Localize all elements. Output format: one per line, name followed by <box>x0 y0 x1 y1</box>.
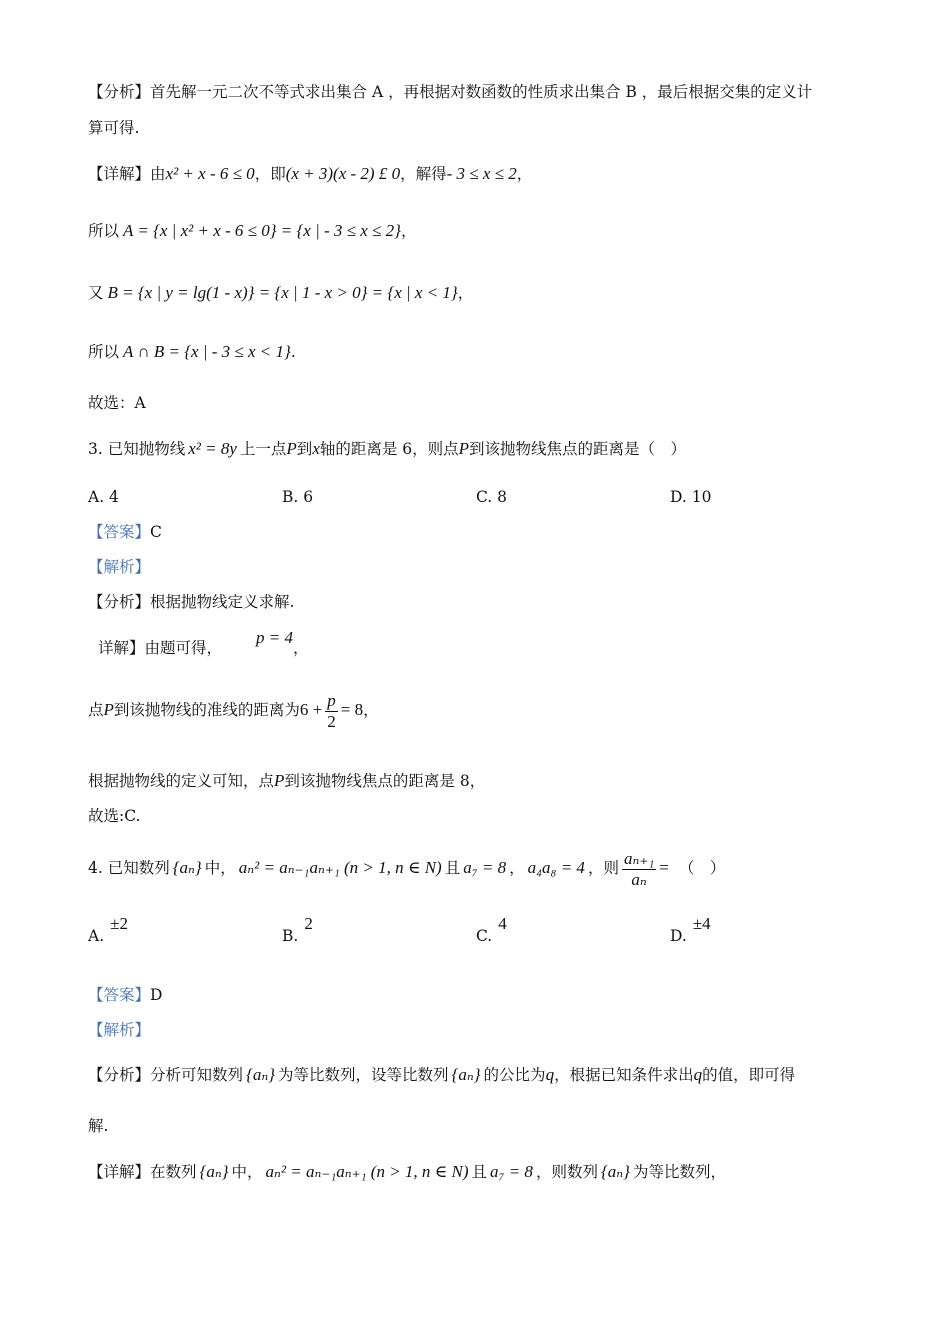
option-value: ±4 <box>692 914 711 933</box>
option-label: A. <box>88 927 105 945</box>
q4-stem <box>88 846 725 890</box>
fraction-denominator: aₙ <box>631 869 647 889</box>
point-p: P <box>286 439 297 458</box>
set-b-prefix: 又 <box>88 284 104 302</box>
point-p: P <box>458 439 470 458</box>
detail-text: 到该抛物线焦点的距离是 8， <box>284 772 486 790</box>
detail-text: 到该抛物线的准线的距离为 <box>113 701 300 719</box>
answer-heading: 【答案】 <box>88 986 151 1004</box>
intersection-formula: A ∩ B = {x | - 3 ≤ x < 1} <box>123 342 291 361</box>
fraction-denominator: 2 <box>327 711 336 731</box>
sequence-formula: {aₙ} <box>246 1065 276 1084</box>
analysis-heading: 【分析】 <box>88 593 151 611</box>
x-axis-symbol: x <box>312 439 320 458</box>
option-value: 4 <box>498 914 507 933</box>
q4-jiexi-heading: 【解析】 <box>88 1021 151 1039</box>
p2-detail-line <box>88 163 532 185</box>
q3-stem-text: 到 <box>296 440 313 458</box>
q4-stem-text: 且 <box>444 859 461 877</box>
q3-option-b: B. 6 <box>282 488 314 506</box>
detail-text: 为等比数列， <box>632 1163 726 1181</box>
sequence-formula: {aₙ} <box>451 1065 481 1084</box>
answer-value: C <box>150 523 162 541</box>
intersection-prefix: 所以 <box>88 343 120 361</box>
intersection-suffix: . <box>290 343 296 361</box>
set-b-suffix: ， <box>457 284 474 302</box>
p-value-formula: p = 4 <box>256 628 293 647</box>
recurrence-formula: aₙ² = aₙ₋₁aₙ₊₁ (n > 1, n ∈ N) <box>265 1162 469 1181</box>
q3-answer <box>88 521 162 543</box>
set-b-formula: B = {x | y = lg(1 - x)} = {x | 1 - x > 0} = {x | x < 1} <box>107 283 458 302</box>
q3-analysis <box>88 591 294 613</box>
detail-heading: 【详解】 <box>88 165 151 183</box>
q4-detail-line <box>88 1161 726 1183</box>
sequence-formula: {aₙ} <box>172 858 202 877</box>
detail-text: ， <box>293 639 309 657</box>
p-over-2-fraction <box>325 691 338 732</box>
equals-sign: = <box>659 858 669 877</box>
p2-analysis-line <box>88 81 812 103</box>
sequence-formula: {aₙ} <box>199 1162 229 1181</box>
q4-stem-text: 4. 已知数列 <box>88 859 170 877</box>
distance-formula-suffix: = 8 <box>340 700 364 719</box>
recurrence-formula: aₙ² = aₙ₋₁aₙ₊₁ (n > 1, n ∈ N) <box>238 858 442 877</box>
q4-option-b <box>282 914 313 947</box>
detail-text: 根据抛物线的定义可知，点 <box>88 772 275 790</box>
q4-stem-text: （ ） <box>678 859 726 877</box>
p2-analysis-cont: 算可得. <box>88 119 140 137</box>
p2-set-b-line <box>88 282 473 304</box>
q3-option-a: A. 4 <box>88 488 119 506</box>
ratio-symbol: q <box>693 1065 703 1084</box>
q3-stem-text: 轴的距离是 6，则点 <box>319 440 459 458</box>
point-p: P <box>103 700 114 719</box>
analysis-text: ，根据已知条件求出 <box>554 1066 694 1084</box>
analysis-text: 根据抛物线定义求解. <box>150 593 295 611</box>
p2-set-a-line <box>88 220 416 242</box>
set-a-suffix: ， <box>400 222 417 240</box>
q3-stem-text: 上一点 <box>239 440 287 458</box>
inequality-formula: x² + x - 6 ≤ 0 <box>165 164 255 183</box>
q4-stem-text: 中， <box>204 859 236 877</box>
sequence-formula: {aₙ} <box>600 1162 630 1181</box>
detail-text: 详解】由题可得， <box>98 639 223 657</box>
option-label: D. <box>670 927 687 945</box>
answer-value: D <box>150 986 163 1004</box>
ratio-symbol: q <box>545 1065 555 1084</box>
analysis-text: 的值，即可得 <box>702 1066 796 1084</box>
detail-heading: 【详解】 <box>88 1163 151 1181</box>
q3-option-d: D. 10 <box>670 488 712 506</box>
factored-formula: (x + 3)(x - 2) £ 0 <box>285 164 401 183</box>
q3-detail-line <box>98 628 309 659</box>
q3-stem <box>88 438 686 460</box>
detail-text: 且 <box>471 1163 488 1181</box>
analysis-text: 的公比为 <box>483 1066 546 1084</box>
analysis-text: 首先解一元二次不等式求出集合 A ，再根据对数函数的性质求出集合 B ，最后根据交集的定义计 <box>150 83 813 101</box>
parabola-formula: x² = 8y <box>188 439 237 458</box>
detail-text: ，解得 <box>400 165 447 183</box>
q3-choice: 故选:C. <box>88 807 141 825</box>
detail-text: ，则数列 <box>535 1163 598 1181</box>
detail-text: 点 <box>88 701 104 719</box>
q3-option-c: C. 8 <box>476 488 508 506</box>
q4-option-d <box>670 914 711 947</box>
q3-jiexi-heading: 【解析】 <box>88 558 151 576</box>
set-a-formula: A = {x | x² + x - 6 ≤ 0} = {x | - 3 ≤ x ≤ 2} <box>123 221 401 240</box>
q4-option-a <box>88 914 128 947</box>
fraction-numerator: aₙ₊₁ <box>623 848 655 868</box>
ratio-fraction <box>622 849 656 890</box>
option-value: 2 <box>304 914 313 933</box>
detail-text: ， <box>516 165 533 183</box>
q4-answer <box>88 984 162 1006</box>
option-value: ±2 <box>110 914 128 933</box>
analysis-text: 分析可知数列 <box>150 1066 244 1084</box>
analysis-heading: 【分析】 <box>88 83 151 101</box>
p2-intersection-line <box>88 341 296 363</box>
q4-stem-text: ， <box>509 859 525 877</box>
q3-directrix-line <box>88 688 379 732</box>
detail-text: ， <box>363 701 379 719</box>
answer-heading: 【答案】 <box>88 523 151 541</box>
detail-text: ，即 <box>254 165 286 183</box>
q4-stem-text: ，则 <box>587 859 619 877</box>
option-label: C. <box>476 927 493 945</box>
fraction-numerator: p <box>327 690 336 710</box>
a7-formula: a₇ = 8 <box>490 1162 533 1181</box>
distance-formula-prefix: 6 + <box>299 700 323 719</box>
analysis-heading: 【分析】 <box>88 1066 151 1084</box>
analysis-text: 为等比数列，设等比数列 <box>278 1066 449 1084</box>
q4-analysis-line <box>88 1064 795 1086</box>
detail-text: 由 <box>150 165 166 183</box>
q4-analysis-cont: 解. <box>88 1117 109 1135</box>
q4-option-c <box>476 914 507 947</box>
q3-stem-text: 3. 已知抛物线 <box>88 440 186 458</box>
point-p: P <box>274 771 285 790</box>
p2-choice: 故选：A <box>88 394 146 412</box>
a7-formula: a₇ = 8 <box>463 858 507 877</box>
detail-text: 在数列 <box>150 1163 197 1181</box>
option-label: B. <box>282 927 299 945</box>
q3-stem-text: 到该抛物线焦点的距离是（ ） <box>469 440 687 458</box>
a4a8-formula: a₄a₈ = 4 <box>527 858 585 877</box>
solution-formula: - 3 ≤ x ≤ 2 <box>446 164 517 183</box>
q3-definition-line <box>88 770 485 792</box>
detail-text: 中， <box>231 1163 263 1181</box>
set-a-prefix: 所以 <box>88 222 120 240</box>
